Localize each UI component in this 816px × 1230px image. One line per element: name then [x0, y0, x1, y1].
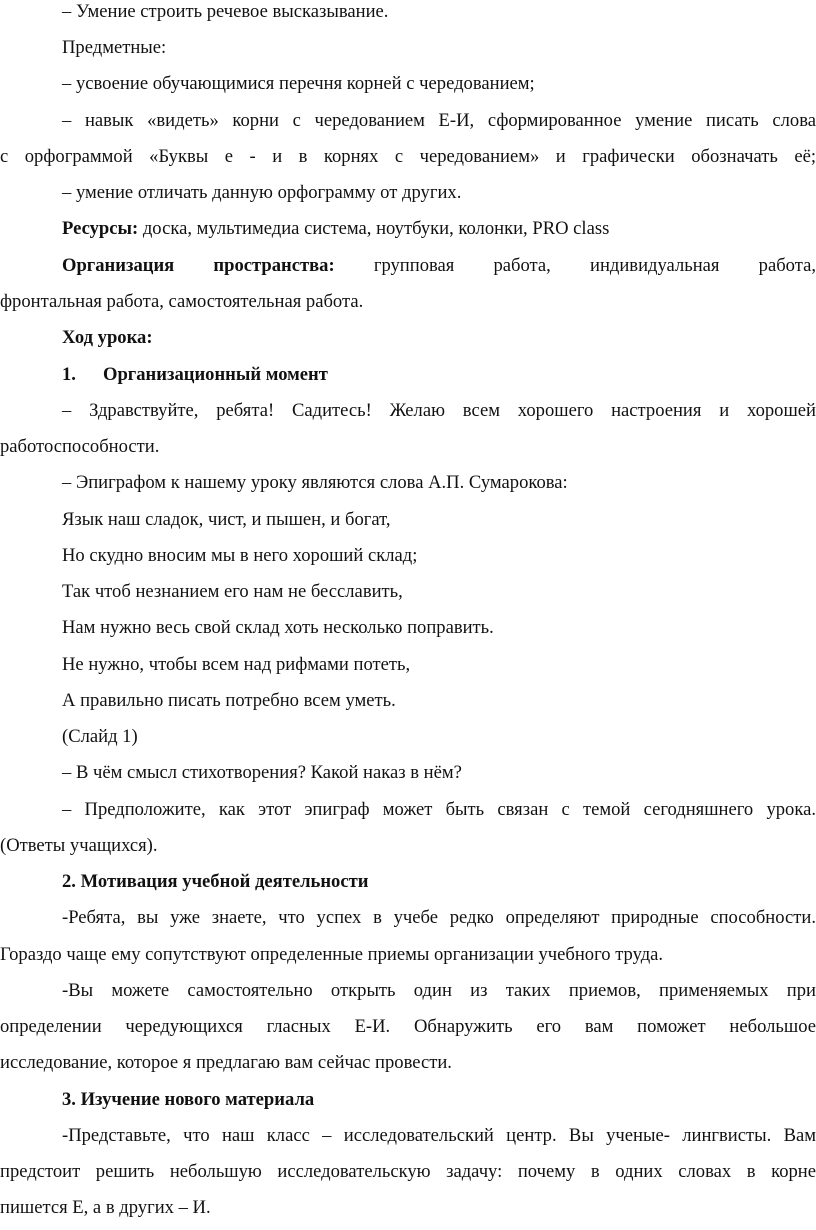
resources-text: доска, мультимедиа система, ноутбуки, колонки, PRO class	[138, 218, 610, 239]
resources-label: Ресурсы:	[62, 218, 139, 239]
text-line: – умение отличать данную орфограмму от других.	[62, 182, 462, 203]
text-line: с орфограммой «Буквы е - и в корнях с чередованием» и графически обозначать её;	[0, 146, 816, 167]
text-line: -Представьте, что наш класс – исследовательский центр. Вы ученые- лингвисты. Вам	[62, 1125, 816, 1146]
text-line: (Ответы учащихся).	[0, 835, 158, 856]
text-line: исследование, которое я предлагаю вам сейчас провести.	[0, 1052, 452, 1073]
poem-line: А правильно писать потребно всем уметь.	[62, 690, 396, 711]
poem-line: Так чтоб незнанием его нам не бесславить,	[62, 581, 403, 602]
poem-line: Язык наш сладок, чист, и пышен, и богат,	[62, 509, 391, 530]
resources-line	[62, 218, 816, 240]
lesson-heading	[62, 327, 816, 349]
section-number: 1.	[62, 364, 76, 385]
poem-line: Нам нужно весь свой склад хоть несколько поправить.	[62, 617, 494, 638]
organization-word: индивидуальная	[590, 255, 720, 276]
poem-line: Но скудно вносим мы в него хороший склад;	[62, 545, 418, 566]
section-title: 2. Мотивация учебной деятельности	[62, 871, 369, 892]
text-line: – Предположите, как этот эпиграф может быть связан с темой сегодняшнего урока.	[62, 799, 816, 820]
section-title: Организационный момент	[103, 364, 328, 385]
section-title: 3. Изучение нового материала	[62, 1089, 315, 1110]
text-line: работоспособности.	[0, 436, 160, 457]
organization-word: групповая	[373, 255, 455, 276]
organization-label-word1: Организация	[62, 255, 175, 276]
text-line: фронтальная работа, самостоятельная работа.	[0, 291, 364, 312]
text-line: -Вы можете самостоятельно открыть один из таких приемов, применяемых при	[62, 980, 816, 1001]
lesson-heading-text: Ход урока:	[62, 327, 153, 348]
section-heading-2	[62, 871, 816, 893]
text-line: – Эпиграфом к нашему уроку являются слова А.П. Сумарокова:	[62, 472, 568, 493]
organization-line	[62, 255, 816, 277]
text-line: -Ребята, вы уже знаете, что успех в учебе редко определяют природные способности.	[62, 907, 816, 928]
text-line: – Умение строить речевое высказывание.	[62, 1, 389, 22]
text-line: пишется Е, а в других – И.	[0, 1197, 211, 1218]
section-heading-3	[62, 1089, 816, 1111]
text-line: Гораздо чаще ему сопутствуют определенные приемы организации учебного труда.	[0, 944, 664, 965]
text-line: – В чём смысл стихотворения? Какой наказ в нём?	[62, 762, 462, 783]
text-line: предстоит решить небольшую исследовательскую задачу: почему в одних словах в корне	[0, 1161, 816, 1182]
organization-word: работа,	[758, 255, 816, 276]
subheading-subject: Предметные:	[62, 37, 167, 58]
organization-label-word2: пространства:	[213, 255, 335, 276]
text-line: определении чередующихся гласных Е-И. Обнаружить его вам поможет небольшое	[0, 1016, 816, 1037]
organization-word: работа,	[493, 255, 551, 276]
text-line: – Здравствуйте, ребята! Садитесь! Желаю всем хорошего настроения и хорошей	[62, 400, 816, 421]
slide-reference: (Слайд 1)	[62, 726, 138, 747]
poem-line: Не нужно, чтобы всем над рифмами потеть,	[62, 654, 411, 675]
text-line: – усвоение обучающимися перечня корней с чередованием;	[62, 73, 535, 94]
text-line: – навык «видеть» корни с чередованием Е-И, сформированное умение писать слова	[62, 110, 816, 131]
